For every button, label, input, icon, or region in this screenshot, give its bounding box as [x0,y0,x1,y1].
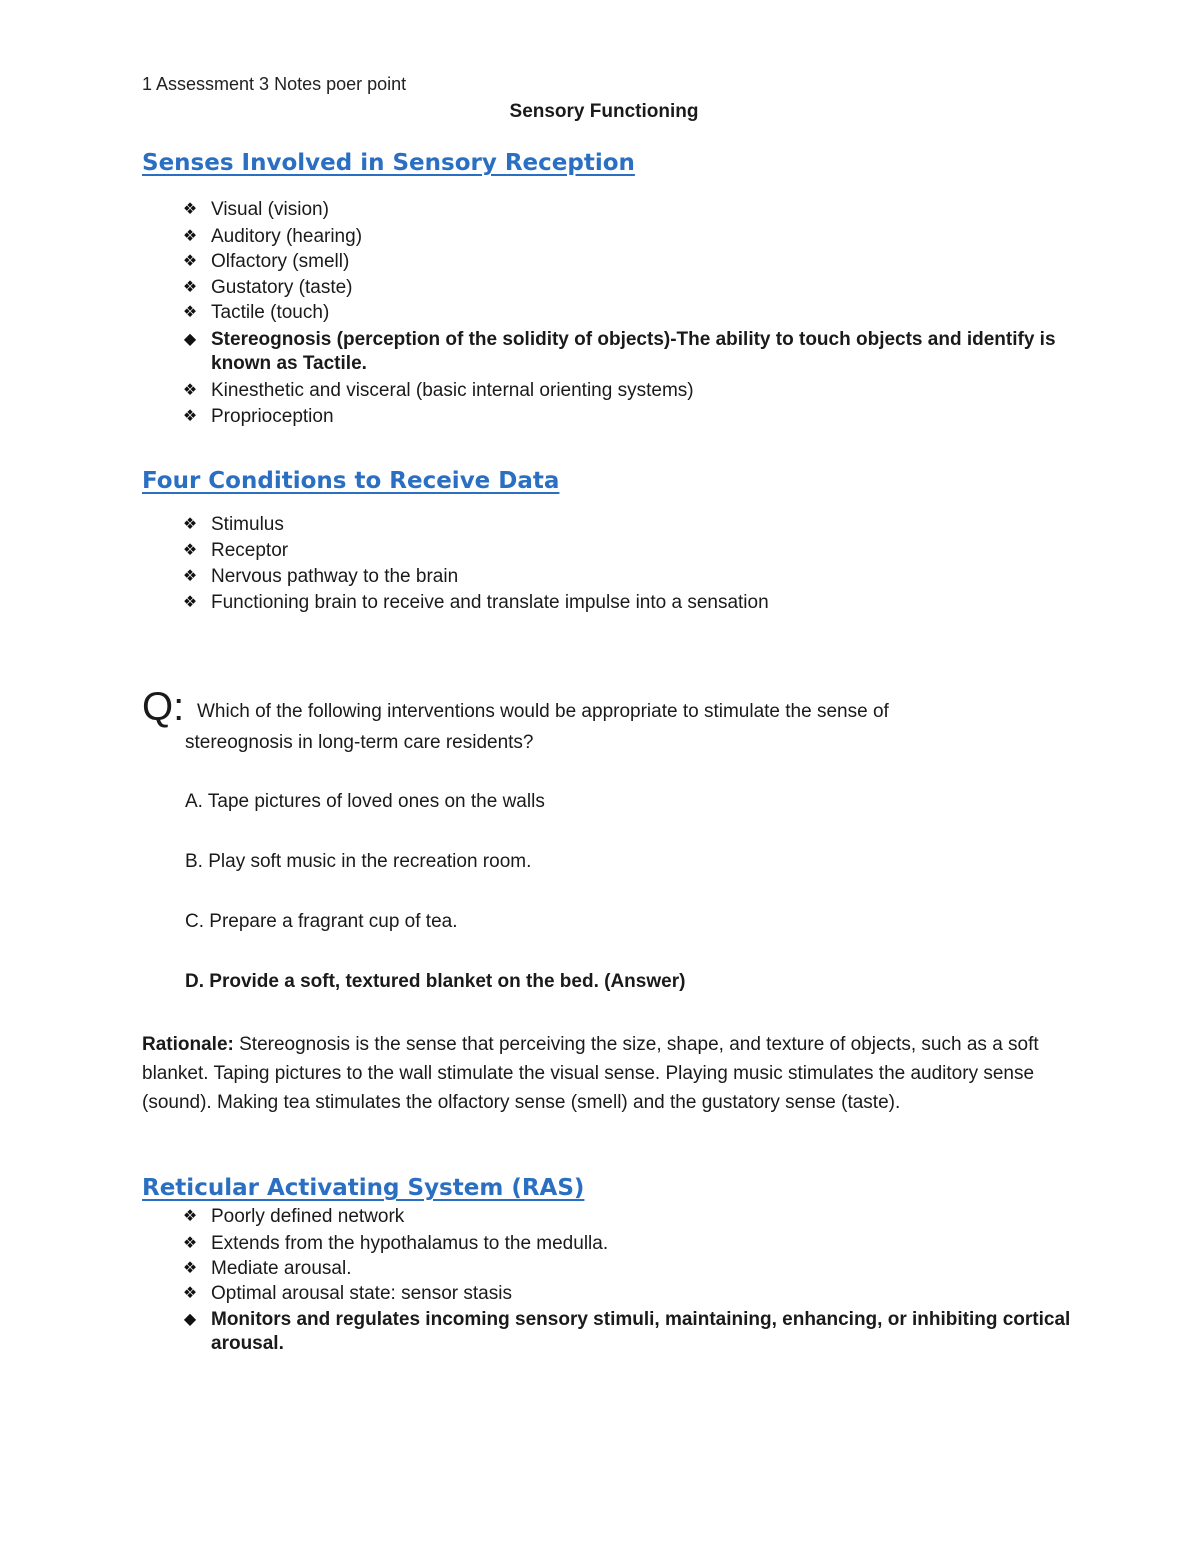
four-diamond-bullet-icon: ❖ [182,1285,198,1302]
four-diamond-bullet-icon: ❖ [182,408,198,425]
question-text-line1: Which of the following interventions would be appropriate to stimulate the sense of [197,701,889,722]
four-diamond-bullet-icon: ❖ [182,542,198,559]
filled-diamond-bullet-icon: ◆ [183,331,197,348]
section-heading-ras: Reticular Activating System (RAS) [142,1175,585,1201]
answer-option-b: B. Play soft music in the recreation room. [185,851,532,872]
four-diamond-bullet-icon: ❖ [182,382,198,399]
document-page: 1 Assessment 3 Notes poer point Sensory Functioning Senses Involved in Sensory Reception ❖ Visual (vision) ❖ Auditory (hearing) ❖ Olfactory (smell) ❖ Gustatory (taste) ❖ Tactile (touch) ◆ Stereognosis (perception of the solidity of objects)-The ability to touch objects and identify is known as Tactile. ❖ Kinesthetic and visceral (basic internal orienting systems) ❖ Proprioception Four Conditions to Receive Data ❖ Stimulus ❖ Receptor ❖ Nervous pathway to the brain ❖ Functioning brain to receive and translate impulse into a sensation Q: Which of the following interventions would be appropriate to stimulate the sense of stereognosis in long-term care residents? A. Tape pictures of loved ones on the walls B. Play soft music in the recreation room. C. Prepare a fragrant cup of tea. D. Provide a soft, textured blanket on the bed. (Answer) Rationale: Stereognosis is the sense that perceiving the size, shape, and texture of objects, such as a soft blanket. Taping pictures to the wall stimulate the visual sense. Playing music stimulates the auditory sense (sound). Making tea stimulates the olfactory sense (smell) and the gustatory sense (taste). Reticular Activating System (RAS) ❖ Poorly defined network ❖ Extends from the hypothalamus to the medulla. ❖ Mediate arousal. ❖ Optimal arousal state: sensor stasis ◆ Monitors and regulates incoming sensory stimuli, maintaining, enhancing, or inhibiting cortical arousal. [0,0,1200,1553]
four-diamond-bullet-icon: ❖ [182,201,198,218]
rationale-label: Rationale: [142,1034,234,1055]
section-heading-senses: Senses Involved in Sensory Reception [142,150,635,176]
section-heading-conditions: Four Conditions to Receive Data [142,468,560,494]
answer-option-d: D. Provide a soft, textured blanket on the bed. (Answer) [185,971,686,992]
four-diamond-bullet-icon: ❖ [182,228,198,245]
answer-option-c: C. Prepare a fragrant cup of tea. [185,911,458,932]
four-diamond-bullet-icon: ❖ [182,568,198,585]
four-diamond-bullet-icon: ❖ [182,304,198,321]
four-diamond-bullet-icon: ❖ [182,1235,198,1252]
rationale-paragraph [142,1030,1082,1117]
four-diamond-bullet-icon: ❖ [182,516,198,533]
four-diamond-bullet-icon: ❖ [182,1260,198,1277]
rationale-text: Stereognosis is the sense that perceiving the size, shape, and texture of objects, such as a soft blanket. Taping pictures to the wall stimulate the visual sense. Playing music stimulates the auditory sense (sound). Making tea stimulates the olfactory sense (smell) and the gustatory sense (taste). [142,1034,1039,1113]
four-diamond-bullet-icon: ❖ [182,279,198,296]
document-title: Sensory Functioning [509,101,699,122]
four-diamond-bullet-icon: ❖ [182,1208,198,1225]
answer-option-a: A. Tape pictures of loved ones on the walls [185,791,545,812]
four-diamond-bullet-icon: ❖ [182,253,198,270]
question-marker: Q: [142,685,185,729]
four-diamond-bullet-icon: ❖ [182,594,198,611]
question-text-line2: stereognosis in long-term care residents? [185,732,534,753]
header-note: 1 Assessment 3 Notes poer point [142,74,407,94]
filled-diamond-bullet-icon: ◆ [183,1311,197,1328]
